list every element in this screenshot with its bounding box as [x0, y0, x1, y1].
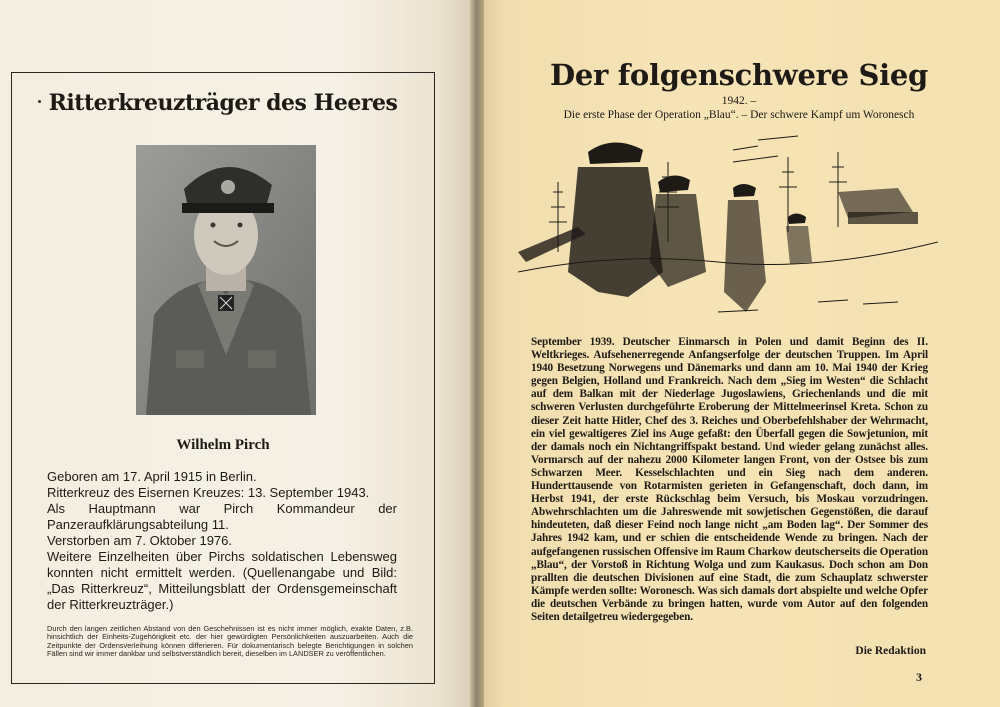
person-name: Wilhelm Pirch	[176, 437, 270, 453]
biography	[47, 469, 397, 613]
subtitle-description: Die erste Phase der Operation „Blau“. – Der schwere Kampf um Woronesch	[563, 109, 915, 121]
portrait-photo-icon	[136, 145, 316, 415]
footnote: Durch den langen zeitlichen Abstand von den Geschehnissen ist es nicht immer möglich, exakte Daten, z.B. hinsichtlich der Einheits-Zugehörigkeit etc. der hier gewürdigten Persönlichkeiten auszuarbeiten. Auch die Zeitpunkte der Ordensverleihung können differieren. Für dokumentarisch belegte Berichtigungen in solchen Fällen sind wir immer dankbar und selbstverständlich bereit, dieselben im LANDSER zu veröffentlichen.	[47, 624, 413, 659]
subtitle-year: 1942. –	[721, 95, 757, 107]
battle-illustration-icon	[518, 122, 938, 334]
intro-text: September 1939. Deutscher Einmarsch in Polen und damit Beginn des II. Weltkrieges. Aufsehenerregende Anfangserfolge der deutschen Truppen. Im April 1940 Besetzung Norwegens und Dänemarks und dann am 10. Mai 1940 der Krieg gegen Belgien, Holland und Frankreich. Nach dem „Sieg im Westen“ die Schlacht auf dem Balkan mit der Niederlage Jugoslawiens, Griechenlands und die mit schweren Verlusten durchgeführte Eroberung der Mittelmeerinsel Kreta. Schon zu dieser Zeit hatte Hitler, Chef des 3. Reiches und Oberbefehlshaber der Wehrmacht, ein viel gewaltigeres Ziel ins Auge gefaßt: den Überfall gegen die Sowjetunion, mit der damals noch ein Nichtangriffspakt bestand. Und wieder gelang zunächst alles. Vormarsch auf der nahezu 2000 Kilometer langen Front, von der Ostsee bis zum Schwarzen Meer. Kesselschlachten und ein Sieg nach dem anderen. Hunderttausende von Rotarmisten gerieten in Gefangenschaft, doch dann, im Herbst 1941, der erste Rückschlag beim Versuch, bis Moskau vorzudringen. Abwehrschlachten um die Jahreswende mit sowjetischen Gegenstößen, die darauf hindeuteten, daß dieser Feind noch lange nicht „am Boden lag“. Der Sommer des Jahres 1942 kam, und er schien die entscheidende Wende zu bringen. Nach der aufgefangenen russischen Offensive im Raum Charkow deutscherseits die Operation „Blau“, der Vorstoß in Richtung Wolga und zum Kaukasus. Doch schon am Don prallten die deutschen Divisionen auf eine Stadt, die zum Schauplatz schwerster Kämpfe werden sollte: Woronesch. Was sich damals dort abspielte und welche Opfer die deutschen Verbände zu bringen hatten, wurde vom Autor auf den folgenden Seiten detailgetreu wiedergegeben.	[531, 336, 928, 623]
bio-death: Verstorben am 7. Oktober 1976.	[47, 533, 232, 548]
subtitle	[478, 94, 1000, 122]
page-number: 3	[916, 670, 922, 684]
left-page-title: Ritterkreuzträger des Heeres	[48, 90, 398, 116]
bio-award: Ritterkreuz des Eisernen Kreuzes: 13. September 1943.	[47, 485, 370, 500]
signature: Die Redaktion	[855, 645, 926, 657]
bio-details: Weitere Einzelheiten über Pirchs soldatischen Lebensweg konnten nicht ermittelt werden. (Quellenangabe und Bild: „Das Ritterkreuz“, Mitteilungsblatt der Ordensgemeinschaft der Ritterkreuzträger.)	[47, 549, 397, 612]
right-page-title: Der folgenschwere Sieg	[549, 58, 929, 92]
bio-birth: Geboren am 17. April 1915 in Berlin.	[47, 469, 257, 484]
bio-command: Als Hauptmann war Pirch Kommandeur der Panzeraufklärungsabteilung 11.	[47, 501, 397, 532]
